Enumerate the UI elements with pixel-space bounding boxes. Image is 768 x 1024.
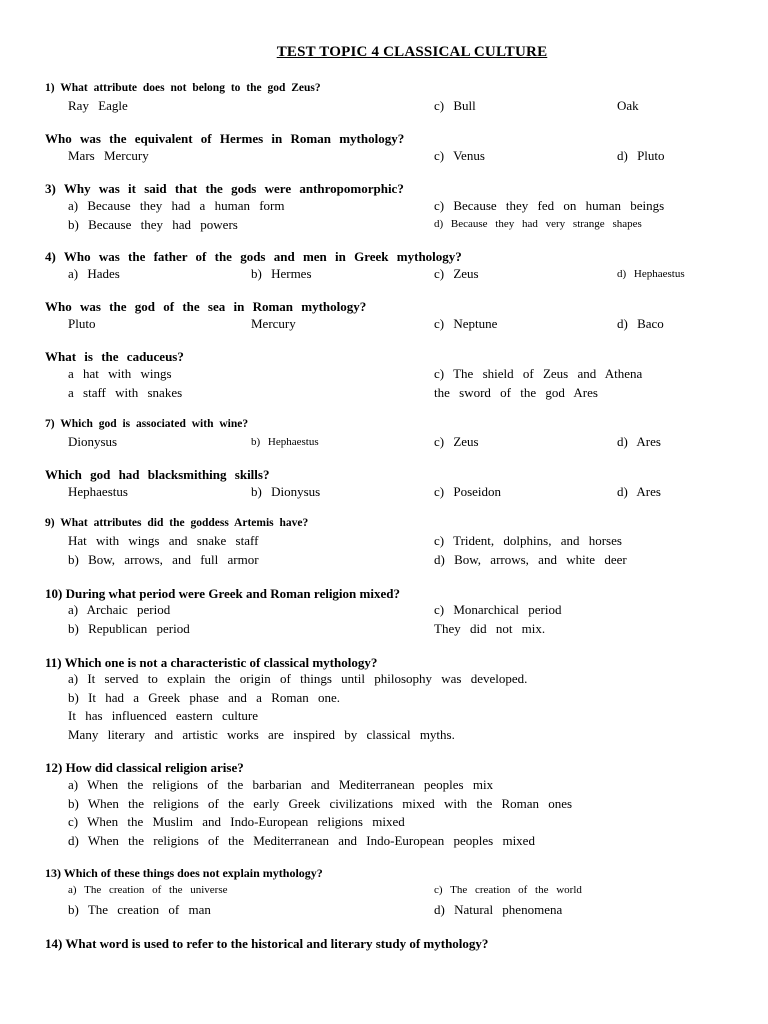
option: a) It served to explain the origin of things until philosophy was developed. [68, 671, 528, 686]
option: Oak [617, 98, 639, 113]
question-13: 13) Which of these things does not explain mythology? [45, 866, 323, 880]
option: d) Baco [617, 316, 664, 331]
option: b) When the religions of the early Greek civilizations mixed with the Roman ones [68, 796, 573, 811]
option: b) Dionysus [251, 484, 321, 499]
option: b) Hephaestus [251, 436, 319, 448]
option: c) Venus [434, 148, 485, 163]
option: c) The creation of the world [434, 884, 582, 896]
question-3: 3) Why was it said that the gods were anthropomorphic? [45, 181, 404, 196]
option: a) Archaic period [68, 602, 171, 617]
question-6: What is the caduceus? [45, 349, 184, 364]
option: c) Zeus [434, 266, 479, 281]
option: Hephaestus [68, 484, 128, 499]
question-2: Who was the equivalent of Hermes in Roman mythology? [45, 131, 405, 146]
option: d) Hephaestus [617, 268, 685, 280]
question-14: 14) What word is used to refer to the historical and literary study of mythology? [45, 936, 489, 951]
option: Pluto [68, 316, 96, 331]
option: a) When the religions of the barbarian and Mediterranean peoples mix [68, 777, 494, 792]
option: d) Bow, arrows, and white deer [434, 552, 627, 567]
option: c) Because they fed on human beings [434, 198, 665, 213]
option: Many literary and artistic works are inspired by classical myths. [68, 727, 455, 742]
option: d) Pluto [617, 148, 665, 163]
option: Mars Mercury [68, 148, 149, 163]
option: d) Because they had very strange shapes [434, 218, 642, 230]
option: c) The shield of Zeus and Athena [434, 366, 643, 381]
option: c) Poseidon [434, 484, 502, 499]
question-4: 4) Who was the father of the gods and men in Greek mythology? [45, 249, 462, 264]
option: d) When the religions of the Mediterranean and Indo-European peoples mixed [68, 833, 535, 848]
option: b) Because they had powers [68, 217, 238, 232]
question-7: 7) Which god is associated with wine? [45, 418, 249, 430]
option: a staff with snakes [68, 385, 183, 400]
option: b) Bow, arrows, and full armor [68, 552, 259, 567]
question-1: 1) What attribute does not belong to the god Zeus? [45, 82, 321, 94]
question-9: 9) What attributes did the goddess Artemis have? [45, 517, 309, 529]
option: a) The creation of the universe [68, 884, 228, 896]
option: Dionysus [68, 434, 118, 449]
option: b) The creation of man [68, 902, 211, 917]
option: d) Ares [617, 484, 661, 499]
question-12: 12) How did classical religion arise? [45, 760, 244, 775]
option: a) Hades [68, 266, 120, 281]
option: c) Trident, dolphins, and horses [434, 533, 622, 548]
option: It has influenced eastern culture [68, 708, 259, 723]
page-title: TEST TOPIC 4 CLASSICAL CULTURE [276, 44, 548, 60]
option: Mercury [251, 316, 296, 331]
question-8: Which god had blacksmithing skills? [45, 467, 270, 482]
question-10: 10) During what period were Greek and Roman religion mixed? [45, 586, 400, 601]
option: a) Because they had a human form [68, 198, 285, 213]
option: b) Hermes [251, 266, 312, 281]
option: Ray Eagle [68, 98, 128, 113]
option: c) Bull [434, 98, 476, 113]
option: b) It had a Greek phase and a Roman one. [68, 690, 341, 705]
option: c) Neptune [434, 316, 498, 331]
option: the sword of the god Ares [434, 385, 598, 400]
option: c) Zeus [434, 434, 479, 449]
option: Hat with wings and snake staff [68, 533, 259, 548]
option: They did not mix. [434, 621, 546, 636]
option: a hat with wings [68, 366, 172, 381]
option: d) Ares [617, 434, 661, 449]
question-11: 11) Which one is not a characteristic of classical mythology? [45, 655, 378, 670]
option: c) When the Muslim and Indo-European religions mixed [68, 814, 405, 829]
option: d) Natural phenomena [434, 902, 563, 917]
option: c) Monarchical period [434, 602, 562, 617]
question-5: Who was the god of the sea in Roman mythology? [45, 299, 367, 314]
option: b) Republican period [68, 621, 190, 636]
